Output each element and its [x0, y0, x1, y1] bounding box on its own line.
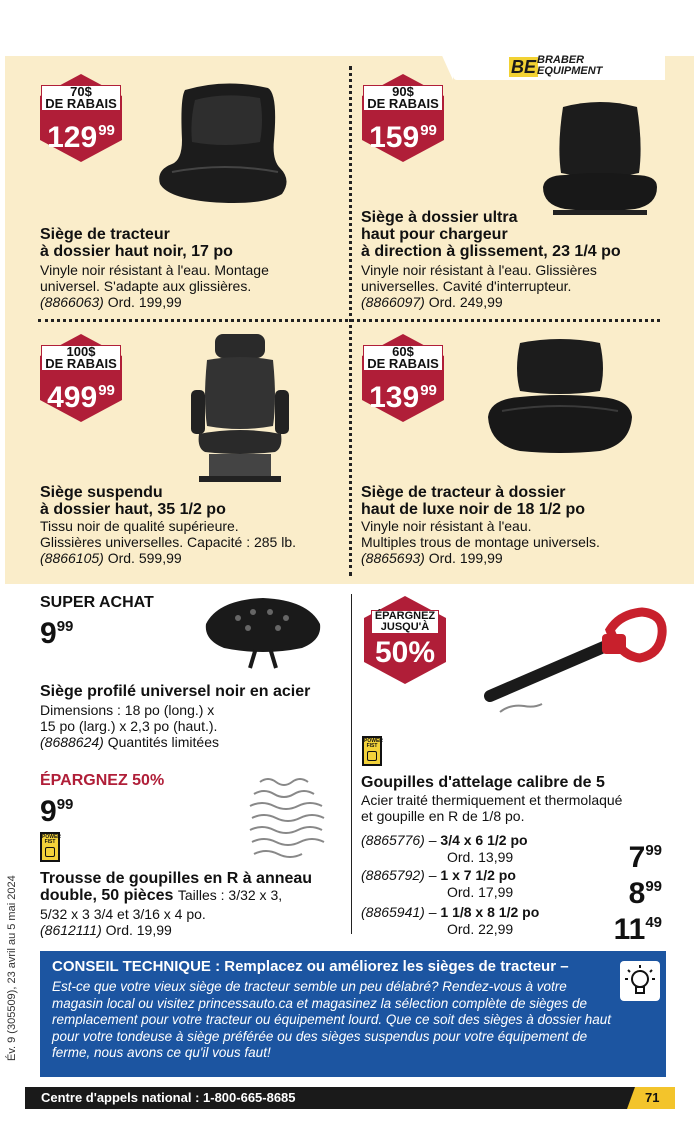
hitch-pin-variant: (8865792) – 1 x 7 1/2 po Ord. 17,99	[361, 867, 516, 900]
sale-price: $499^{99}$	[47, 381, 115, 414]
price-badge	[360, 72, 446, 164]
footer-bar	[25, 1087, 635, 1109]
sale-price: $159^{99}$	[369, 121, 437, 154]
product-title: Siège de tracteur à dossier haut de luxe noir de 18 1/2 po	[361, 484, 586, 518]
product-description: 5/32 x 3 3/4 et 3/16 x 4 po. (8612111) Ord. 19,99	[40, 906, 206, 938]
product-description: Vinyle noir résistant à l'eau. Multiples trous de montage universels. (8865693) Ord. 199,99	[361, 518, 600, 566]
tech-tip-box	[40, 951, 666, 1077]
rclip-kit-price: $9^{99}$	[40, 795, 74, 828]
save-up-to-badge	[362, 594, 448, 686]
product-title: Goupilles d'attelage calibre de 5	[361, 774, 605, 791]
dotted-divider-horizontal	[38, 319, 660, 322]
sale-price: $139^{99}$	[369, 381, 437, 414]
product-description: Vinyle noir résistant à l'eau. Montage universel. S'adapte aux glissières. (8866063) Ord. 199,99	[40, 262, 269, 310]
save-percent: 50%	[374, 636, 436, 669]
steel-seat-image	[198, 592, 328, 672]
product-title: Siège profilé universel noir en acier	[40, 683, 311, 700]
product-description: Tissu noir de qualité supérieure. Glissières universelles. Capacité : 285 lb. (8866105) Ord. 599,99	[40, 518, 297, 566]
braber-logo	[453, 40, 665, 80]
suspension-seat-image	[185, 330, 295, 485]
logo-mark: BE	[511, 57, 537, 77]
variant-price: $11^{49}$	[613, 913, 662, 946]
variant-price: $8^{99}$	[628, 877, 662, 910]
product-description: Acier traité thermiquement et thermolaqué et goupille en R de 1/8 po.	[361, 792, 623, 824]
tractor-seat-image	[150, 80, 300, 210]
save-amount: 100$ DE RABAIS	[41, 345, 121, 371]
product-title: Trousse de goupilles en R à anneau double, 50 pièces Tailles : 3/32 x 3,	[40, 870, 313, 904]
price-badge	[38, 332, 124, 424]
save-amount: 90$ DE RABAIS	[363, 85, 443, 111]
deluxe-seat-image	[480, 335, 640, 460]
tech-tip-body: Est-ce que votre vieux siège de tracteur semble un peu délabré? Rendez-vous à votre magasin local ou visitez princessauto.ca et magasinez la sélection complète de sièges de remplacement pour votre tracteur ou équipement lourd. Que ce soit des sièges à dossier haut pour votre tondeuse à siège préférée ou des sièges suspendus pour votre équipement de ferme, nous avons ce qu'il vous faut!	[52, 979, 612, 1060]
product-description: Vinyle noir résistant à l'eau. Glissières universelles. Cavité d'interrupteur. (8866097) Ord. 249,99	[361, 262, 597, 310]
power-fist-badge: POWER FIST	[40, 832, 60, 862]
skid-steer-seat-image	[535, 95, 665, 225]
super-achat-label: SUPER ACHAT	[40, 594, 154, 611]
page-number-tab	[635, 1087, 675, 1109]
product-title: Siège de tracteur à dossier haut noir, 17 po	[40, 226, 233, 260]
hitch-pin-image	[470, 600, 670, 730]
page-number: 71	[645, 1090, 660, 1105]
steel-seat-price: $9^{99}$	[40, 617, 74, 650]
product-title: Siège suspendu à dossier haut, 35 1/2 po	[40, 484, 226, 518]
power-fist-badge: POWER FIST	[362, 736, 382, 766]
save-amount: 70$ DE RABAIS	[41, 85, 121, 111]
save-amount: 60$ DE RABAIS	[363, 345, 443, 371]
variant-price: $7^{99}$	[628, 841, 662, 874]
call-center-text: Centre d'appels national : 1-800-665-8685	[41, 1090, 296, 1105]
product-title: Siège à dossier ultra haut pour chargeur à direction à glissement, 23 1/4 po	[361, 209, 621, 260]
logo-name: BRABER EQUIPMENT	[537, 54, 603, 77]
save-up-to-text: ÉPARGNEZ JUSQU'À	[365, 610, 445, 634]
tech-tip-heading: CONSEIL TECHNIQUE : Remplacez ou améliorez les sièges de tracteur –	[52, 958, 569, 975]
hitch-pin-variant: (8865776) – 3/4 x 6 1/2 po Ord. 13,99	[361, 832, 528, 865]
product-description: Dimensions : 18 po (long.) x 15 po (larg.) x 2,3 po (haut.). (8688624) Quantités limitées	[40, 702, 219, 750]
lightbulb-icon	[620, 961, 660, 1001]
section-divider	[351, 594, 352, 934]
sale-price: $129^{99}$	[47, 121, 115, 154]
save-50-label: ÉPARGNEZ 50%	[40, 772, 165, 789]
price-badge	[360, 332, 446, 424]
hitch-pin-variant: (8865941) – 1 1/8 x 8 1/2 po Ord. 22,99	[361, 904, 540, 937]
rclip-kit-image	[240, 772, 335, 867]
price-badge	[38, 72, 124, 164]
edition-note: Év. 9 (305509), 23 avril au 5 mai 2024	[6, 875, 18, 1061]
